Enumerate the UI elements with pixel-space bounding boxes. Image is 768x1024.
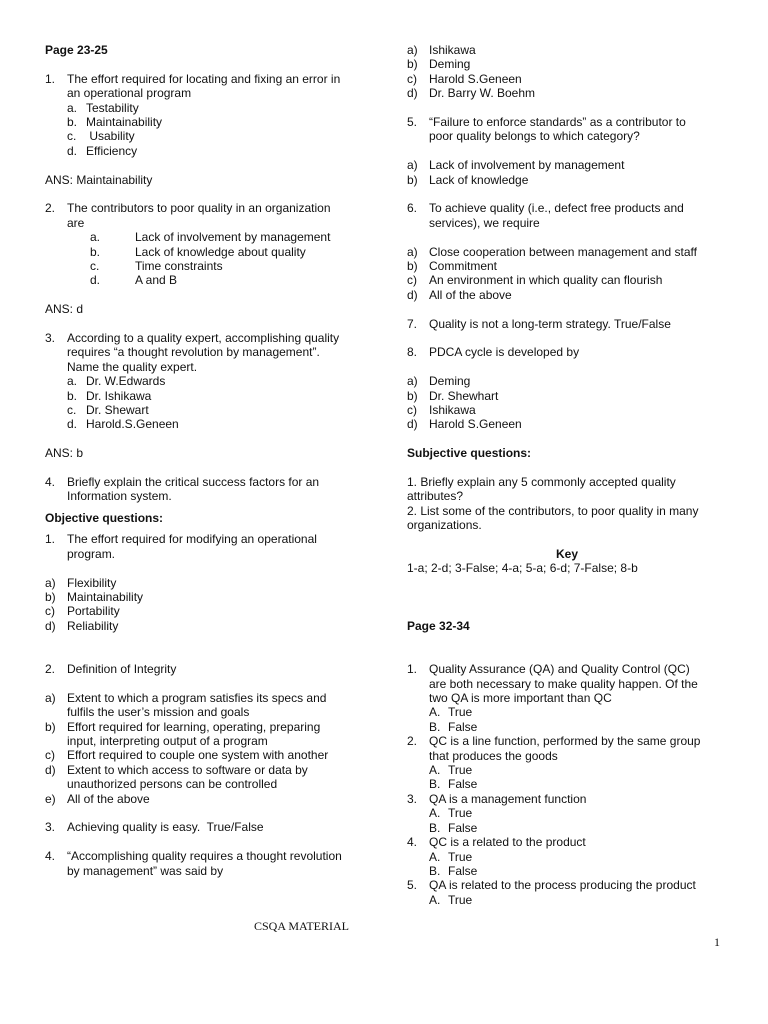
- option: d) Reliability: [45, 618, 119, 633]
- objective-question-4: 4. “Accomplishing quality requires a thought revolution by management” was said by: [45, 849, 342, 878]
- option: B. False: [429, 863, 478, 878]
- option: e) All of the above: [45, 791, 150, 806]
- option: d. A and B: [90, 273, 178, 288]
- objective-question-3: 3. Achieving quality is easy. True/False: [45, 820, 264, 835]
- option: d) Harold S.Geneen: [407, 417, 522, 432]
- option: b) Commitment: [407, 259, 498, 274]
- objective-question-1: 1. The effort required for modifying an operational program. a) Flexibility b) Maintainability c) Portability d) Reliability: [45, 532, 370, 633]
- option: A. True: [429, 763, 473, 778]
- option: b) Maintainability: [45, 589, 144, 604]
- option: d. Harold.S.Geneen: [67, 417, 179, 432]
- option: a. Testability: [67, 100, 139, 115]
- option: a) Ishikawa: [407, 43, 476, 57]
- option: d) Extent to which access to software or data by: [45, 762, 308, 777]
- option: d) Dr. Barry W. Boehm: [407, 86, 536, 101]
- tf-question-2: 2. QC is a line function, performed by the same group that produces the goods A. True B. False: [407, 734, 727, 792]
- option: b) Deming: [407, 57, 471, 72]
- objective-questions-title: Objective questions:: [45, 510, 164, 525]
- answer-key: 1-a; 2-d; 3-False; 4-a; 5-a; 6-d; 7-False; 8-b: [407, 561, 638, 576]
- option: b) Lack of knowledge: [407, 172, 529, 187]
- question-number: 1.: [45, 71, 56, 86]
- objective-question-6: 6. To achieve quality (i.e., defect free products and services), we require a) Close cooperation between management and staff b) Commitment c) An environment in which quality can flourish d) All of the above: [407, 201, 727, 302]
- answer-2: ANS: d: [45, 302, 84, 317]
- option: b) Dr. Shewhart: [407, 388, 499, 403]
- answer-3: ANS: b: [45, 446, 84, 461]
- option: c. Time constraints: [90, 259, 223, 274]
- option: B. False: [429, 820, 478, 835]
- option: c) Portability: [45, 604, 120, 619]
- objective-question-5: 5. “Failure to enforce standards” as a contributor to poor quality belongs to which category? a) Lack of involvement by management b) Lack of knowledge: [407, 115, 727, 187]
- left-column: [45, 43, 370, 878]
- option: d) All of the above: [407, 287, 512, 302]
- subjective-questions: 1. Briefly explain any 5 commonly accepted quality attributes? 2. List some of the contributors, to poor quality in many organizations.: [407, 475, 699, 533]
- option: a. Lack of involvement by management: [90, 230, 331, 245]
- section-title-page-32-34: Page 32-34: [407, 619, 470, 634]
- tf-question-1: 1. Quality Assurance (QA) and Quality Control (QC) are both necessary to make quality happen. Of the two QA is more important than QC A. True B. False: [407, 662, 727, 734]
- page-number: 1: [714, 935, 720, 949]
- option: b. Dr. Ishikawa: [67, 388, 152, 403]
- option: a. Dr. W.Edwards: [67, 374, 166, 389]
- objective-question-4-options: [407, 43, 727, 101]
- option: A. True: [429, 705, 473, 720]
- tf-question-3: 3. QA is a management function A. True B. False: [407, 792, 727, 835]
- section-title-page-23-25: Page 23-25: [45, 43, 108, 57]
- option: c) Effort required to couple one system with another: [45, 748, 329, 763]
- question-4: 4. Briefly explain the critical success factors for an Information system.: [45, 475, 320, 504]
- answer-key-title: Key: [555, 547, 578, 562]
- question-1: [45, 72, 370, 158]
- option: b. Lack of knowledge about quality: [90, 244, 306, 259]
- question-text: an operational program: [67, 86, 192, 101]
- true-false-list: [407, 662, 727, 907]
- footer-text: CSQA MATERIAL: [254, 919, 350, 933]
- right-column: [407, 43, 727, 907]
- option: A. True: [429, 892, 473, 907]
- option: B. False: [429, 777, 478, 792]
- answer-1: ANS: Maintainability: [45, 172, 153, 187]
- option: c. Dr. Shewart: [67, 403, 149, 418]
- question-3: 3. According to a quality expert, accomplishing quality requires “a thought revolution by management”. Name the quality expert. a. Dr. W.Edwards b. Dr. Ishikawa c. Dr. Shewart d. Harold.S.Geneen: [45, 331, 370, 432]
- objective-question-8: 8. PDCA cycle is developed by a) Deming b) Dr. Shewhart c) Ishikawa d) Harold S.Geneen: [407, 345, 727, 431]
- option: c) An environment in which quality can flourish: [407, 273, 663, 288]
- option: c) Harold S.Geneen: [407, 71, 522, 86]
- subjective-questions-title: Subjective questions:: [407, 446, 532, 461]
- objective-question-2: 2. Definition of Integrity a) Extent to which a program satisfies its specs and fulfils the user’s mission and goals b) Effort required for learning, operating, preparing input, interpreting output of a program c) Effort required to couple one system with another d) Extent to which access to software or data by unauthorized persons can be controlled e) All of the above: [45, 662, 370, 806]
- option: b. Maintainability: [67, 115, 163, 130]
- option: d. Efficiency: [67, 143, 138, 158]
- option: c) Ishikawa: [407, 403, 476, 418]
- option: b) Effort required for learning, operating, preparing: [45, 719, 321, 734]
- option: a) Deming: [407, 374, 471, 389]
- objective-question-7: 7. Quality is not a long-term strategy. True/False: [407, 316, 671, 331]
- tf-question-4: 4. QC is a related to the product A. True B. False: [407, 835, 727, 878]
- question-2: 2. The contributors to poor quality in an organization are a. Lack of involvement by management b. Lack of knowledge about quality c. Time constraints d. A and B: [45, 201, 370, 287]
- option: c. Usability: [67, 129, 135, 144]
- tf-question-5: 5. QA is related to the process producing the product A. True: [407, 878, 727, 907]
- option: a) Flexibility: [45, 575, 117, 590]
- option: a) Lack of involvement by management: [407, 158, 625, 173]
- option: a) Extent to which a program satisfies its specs and: [45, 690, 327, 705]
- option: A. True: [429, 849, 473, 864]
- option: B. False: [429, 719, 478, 734]
- option: a) Close cooperation between management and staff: [407, 244, 697, 259]
- option: A. True: [429, 806, 473, 821]
- question-text: The effort required for locating and fixing an error in: [67, 71, 341, 86]
